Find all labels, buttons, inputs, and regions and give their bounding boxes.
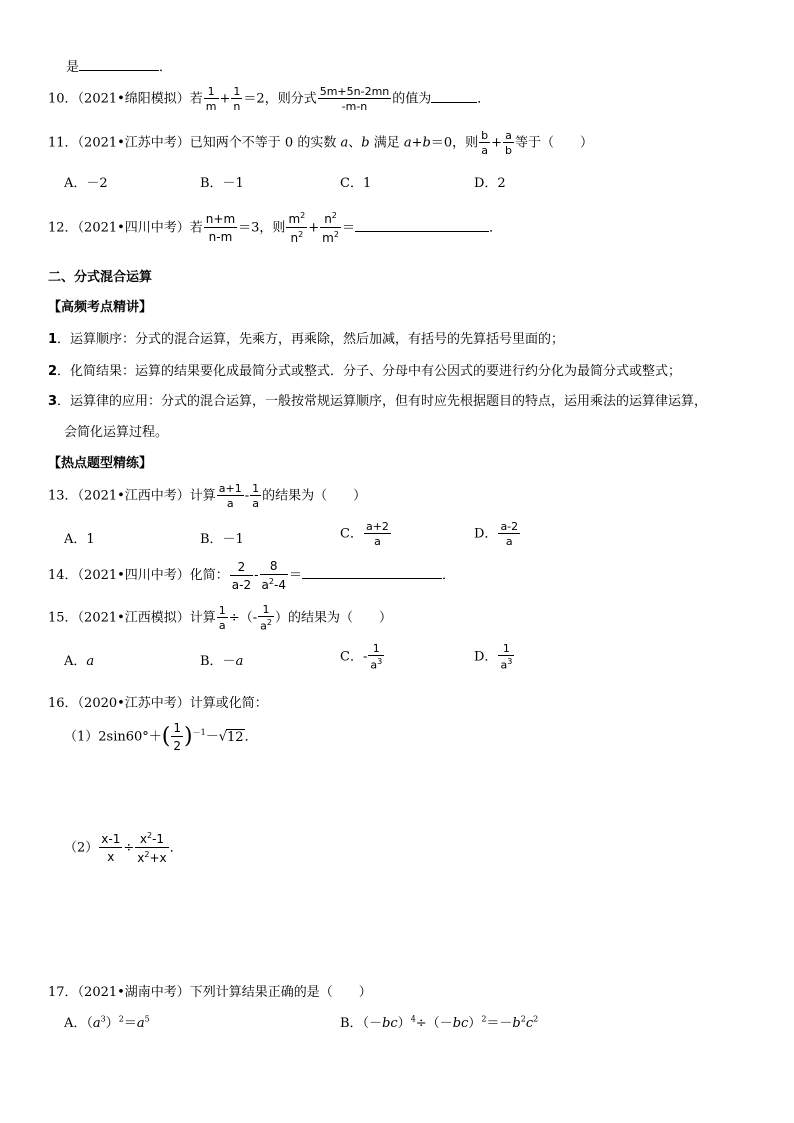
q15-option-c[interactable]: C．- $\frac{1}{a^3}$ <box>340 642 383 672</box>
sqrt-symbol: √ <box>218 729 228 745</box>
point-3: 3．运算律的应用：分式的混合运算，一般按常规运算顺序，但有时应先根据题目的特点，运用乘法的运算律运算， <box>48 394 708 409</box>
q15-option-a[interactable]: A．a <box>64 654 95 669</box>
q10-frac2: $\frac{1}{n}$ <box>233 85 241 113</box>
question-17: 17．（2021•湖南中考）下列计算结果正确的是（ ） <box>48 985 372 1000</box>
q11-option-b[interactable]: B．－1 <box>200 176 244 191</box>
q10-frac1: $\frac{1}{m}$ <box>205 85 217 113</box>
heading-key-points: 【高频考点精讲】 <box>48 300 153 315</box>
q16-p2-frac1: $\frac{x-1}{x}$ <box>101 832 121 864</box>
q13-option-d[interactable]: D． $\frac{a-2}{a}$ <box>474 520 519 548</box>
question-13: 13．（2021•江西中考）计算 $\frac{a+1}{a}$ - $\frac{1}{a}$ 的结果为（ ） <box>48 482 367 510</box>
answer-blank <box>355 219 489 232</box>
prev-question-tail: 是 ． <box>66 60 173 75</box>
q11-option-d[interactable]: D．2 <box>474 176 506 191</box>
q10-prefix: 10．（2021•绵阳模拟）若 <box>48 91 203 107</box>
question-12: 12．（2021•四川中考）若 $\frac{n+m}{n-m}$ ＝3，则 $\frac{m^2}{n^2}$ + $\frac{n^2}{m^2}$ ＝ ． <box>48 211 502 245</box>
q11-frac1: $\frac{b}{a}$ <box>481 129 489 157</box>
q16-part1: （1）2sin60°＋( $\frac{1}{2}$ )$^{-1}$－√12． <box>64 721 258 753</box>
section-title: 二、分式混合运算 <box>48 270 153 285</box>
q13-option-a[interactable]: A．1 <box>64 532 95 547</box>
q13-prefix: 13．（2021•江西中考）计算 <box>48 488 216 504</box>
question-14: 14．（2021•四川中考）化简： $\frac{2}{a-2}$ - $\frac{8}{a^2-4}$ ＝ ． <box>48 559 455 592</box>
q10-end: 的值为 <box>392 91 432 107</box>
q16-part2: （2） $\frac{x-1}{x}$ ÷ $\frac{x^2-1}{x^2+x}$ ． <box>64 831 183 865</box>
q15-optd-frac: $\frac{1}{a^3}$ <box>500 642 513 672</box>
q13-end: 的结果为（ ） <box>262 488 367 504</box>
q15-end: ）的结果为（ ） <box>274 610 392 626</box>
q15-frac1: $\frac{1}{a}$ <box>218 603 226 632</box>
q11-end: 等于（ ） <box>515 135 594 151</box>
q11-option-a[interactable]: A．－2 <box>64 176 108 191</box>
q13-frac2: $\frac{1}{a}$ <box>252 482 260 510</box>
point-1: 1．运算顺序：分式的混合运算，先乘方，再乘除，然后加减，有括号的先算括号里面的； <box>48 332 565 347</box>
answer-blank <box>431 90 477 103</box>
q10-mid: ＝2，则分式 <box>243 91 317 107</box>
q16-p1-frac: $\frac{1}{2}$ <box>173 721 182 753</box>
q13-option-b[interactable]: B．－1 <box>200 532 244 547</box>
q13-optd-frac: $\frac{a-2}{a}$ <box>500 520 519 548</box>
answer-blank <box>79 58 159 71</box>
q15-option-d[interactable]: D． $\frac{1}{a^3}$ <box>474 642 513 672</box>
q17-option-b[interactable]: B．$(-bc)^4\div(-bc)^2=-b^2c^2$ <box>340 1014 539 1031</box>
q12-frac2: $\frac{m^2}{n^2}$ <box>288 211 306 245</box>
answer-blank <box>302 566 442 579</box>
q17-option-a[interactable]: A．$(a^3)^2=a^5$ <box>64 1014 150 1031</box>
q12-frac3: $\frac{n^2}{m^2}$ <box>322 211 339 245</box>
heading-practice: 【热点题型精练】 <box>48 456 153 471</box>
q14-frac2: $\frac{8}{a^2-4}$ <box>261 559 286 592</box>
prev-tail-text: 是 <box>66 60 80 75</box>
q15-prefix: 15．（2021•江西模拟）计算 <box>48 610 216 626</box>
point-3-cont: 会简化运算过程。 <box>64 425 169 440</box>
q13-option-c[interactable]: C． $\frac{a+2}{a}$ <box>340 520 389 548</box>
question-15: 15．（2021•江西模拟）计算 $\frac{1}{a}$ ÷（- $\frac{1}{a^2}$ ）的结果为（ ） <box>48 603 392 633</box>
q10-frac3: $\frac{5m+5n-2mn}{-m-n}$ <box>319 85 390 113</box>
q13-frac1: $\frac{a+1}{a}$ <box>218 482 242 510</box>
q12-prefix: 12．（2021•四川中考）若 <box>48 220 203 236</box>
q11-prefix: 11．（2021•江苏中考）已知两个不等于 0 的实数 <box>48 135 337 151</box>
q15-option-b[interactable]: B．－a <box>200 654 244 669</box>
q11-option-c[interactable]: C．1 <box>340 176 372 191</box>
q14-frac1: $\frac{2}{a-2}$ <box>231 559 252 592</box>
q14-prefix: 14．（2021•四川中考）化简： <box>48 568 229 583</box>
q16-p2-frac2: $\frac{x^2-1}{x^2+x}$ <box>137 831 167 865</box>
q11-frac2: $\frac{a}{b}$ <box>505 129 513 157</box>
question-10: 10．（2021•绵阳模拟）若 $\frac{1}{m}$ + $\frac{1}{n}$ ＝2，则分式 $\frac{5m+5n-2mn}{-m-n}$ 的值为 ． <box>48 85 491 113</box>
q15-optc-frac: $\frac{1}{a^3}$ <box>370 642 383 672</box>
q15-frac2: $\frac{1}{a^2}$ <box>260 603 272 633</box>
question-11: 11．（2021•江苏中考）已知两个不等于 0 的实数 a、b 满足 a+b＝0，则 $\frac{b}{a}$ + $\frac{a}{b}$ 等于（ ） <box>48 129 594 157</box>
question-16: 16．（2020•江苏中考）计算或化简： <box>48 696 268 711</box>
q13-optc-frac: $\frac{a+2}{a}$ <box>365 520 389 548</box>
q12-frac1: $\frac{n+m}{n-m}$ <box>205 212 236 244</box>
point-2: 2．化简结果：运算的结果要化成最简分式或整式．分子、分母中有公因式的要进行约分化为最简分式或整式； <box>48 364 682 379</box>
